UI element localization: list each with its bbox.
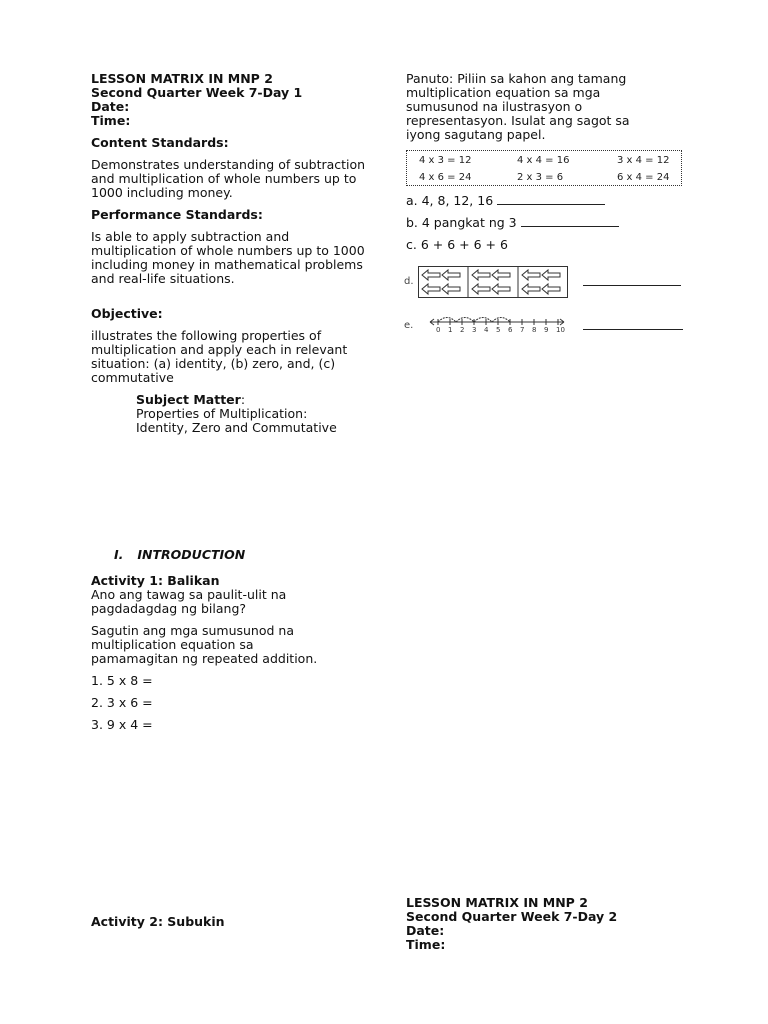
number-line-label: 1: [448, 326, 453, 334]
next-lesson-time: Time:: [406, 937, 446, 952]
choice-equation: 3 x 4 = 12: [617, 155, 670, 166]
answer-line: [497, 203, 605, 205]
activity-1-question: Ano ang tawag sa paulit-ulit na pagdadagdag ng bilang?: [91, 587, 287, 616]
introduction-heading: I. INTRODUCTION: [114, 547, 246, 562]
lesson-title: LESSON MATRIX IN MNP 2: [91, 71, 273, 86]
next-lesson-title: LESSON MATRIX IN MNP 2: [406, 895, 588, 910]
activity-1-item: 1. 5 x 8 =: [91, 673, 153, 688]
choice-equation: 4 x 6 = 24: [419, 172, 472, 183]
item-e-label: e.: [404, 320, 414, 331]
activity-1: [91, 574, 341, 732]
number-line-label: 3: [472, 326, 477, 334]
subject-matter-heading: Subject Matter:: [136, 392, 246, 407]
item-b: b. 4 pangkat ng 3: [406, 215, 517, 230]
performance-standards-heading: Performance Standards:: [91, 207, 263, 222]
number-line-label: 8: [532, 326, 537, 334]
item-a-row: [406, 194, 696, 208]
next-lesson-header: [406, 896, 617, 952]
lesson-date: Date:: [91, 99, 130, 114]
objective-text: illustrates the following properties of multiplication and apply each in relevant situation: (a) identity, (b) zero, and, (c) commutative: [91, 328, 348, 385]
lesson-week: Second Quarter Week 7-Day 1: [91, 85, 303, 100]
activity-1-instructions: Sagutin ang mga sumusunod na multiplication equation sa pamamagitan ng repeated addition.: [91, 623, 318, 666]
number-line-label: 6: [508, 326, 513, 334]
choice-equation: 2 x 3 = 6: [517, 172, 564, 183]
number-line-label: 0: [436, 326, 441, 334]
number-line-label: 7: [520, 326, 525, 334]
number-line-label: 10: [556, 326, 565, 334]
choice-equation: 4 x 3 = 12: [419, 155, 472, 166]
subject-matter-line-2: Identity, Zero and Commutative: [136, 420, 337, 435]
choice-equation: 4 x 4 = 16: [517, 155, 570, 166]
instructions-text: Panuto: Piliin sa kahon ang tamang multiplication equation sa mga sumusunod na ilustrasyon o representasyon. Isulat ang sagot sa iyong sagutang papel.: [406, 71, 630, 142]
choice-equation: 6 x 4 = 24: [617, 172, 670, 183]
number-line-label: 5: [496, 326, 501, 334]
activity-1-heading: Activity 1: Balikan: [91, 573, 220, 588]
subject-matter-line-1: Properties of Multiplication:: [136, 406, 308, 421]
instructions: [406, 72, 696, 142]
number-line-label: 9: [544, 326, 549, 334]
content-standards-heading: Content Standards:: [91, 135, 229, 150]
item-b-row: [406, 216, 696, 230]
lesson-time: Time:: [91, 113, 131, 128]
activity-1-item: 2. 3 x 6 =: [91, 695, 153, 710]
answer-line: [583, 328, 683, 330]
number-line: [428, 312, 568, 334]
activity-1-item: 3. 9 x 4 =: [91, 717, 153, 732]
next-lesson-date: Date:: [406, 923, 445, 938]
number-line-label: 2: [460, 326, 465, 334]
lesson-header: [91, 72, 376, 128]
item-a: a. 4, 8, 12, 16: [406, 193, 494, 208]
answer-line: [521, 225, 619, 227]
activity-2-heading: Activity 2: Subukin: [91, 914, 225, 929]
subject-matter: [136, 393, 376, 435]
item-d-label: d.: [404, 276, 414, 287]
item-c: c. 6 + 6 + 6 + 6: [406, 237, 508, 252]
answer-choices-box: [406, 150, 682, 186]
left-column: [91, 72, 376, 435]
content-standards-text: Demonstrates understanding of subtraction and multiplication of whole numbers up to 1000 including money.: [91, 157, 366, 200]
performance-standards-text: Is able to apply subtraction and multiplication of whole numbers up to 1000 including money in mathematical problems and real-life situations.: [91, 229, 365, 286]
next-lesson-week: Second Quarter Week 7-Day 2: [406, 909, 618, 924]
answer-line: [583, 284, 681, 286]
arrow-array-illustration: [418, 266, 568, 298]
number-line-label: 4: [484, 326, 489, 334]
objective-heading: Objective:: [91, 306, 163, 321]
